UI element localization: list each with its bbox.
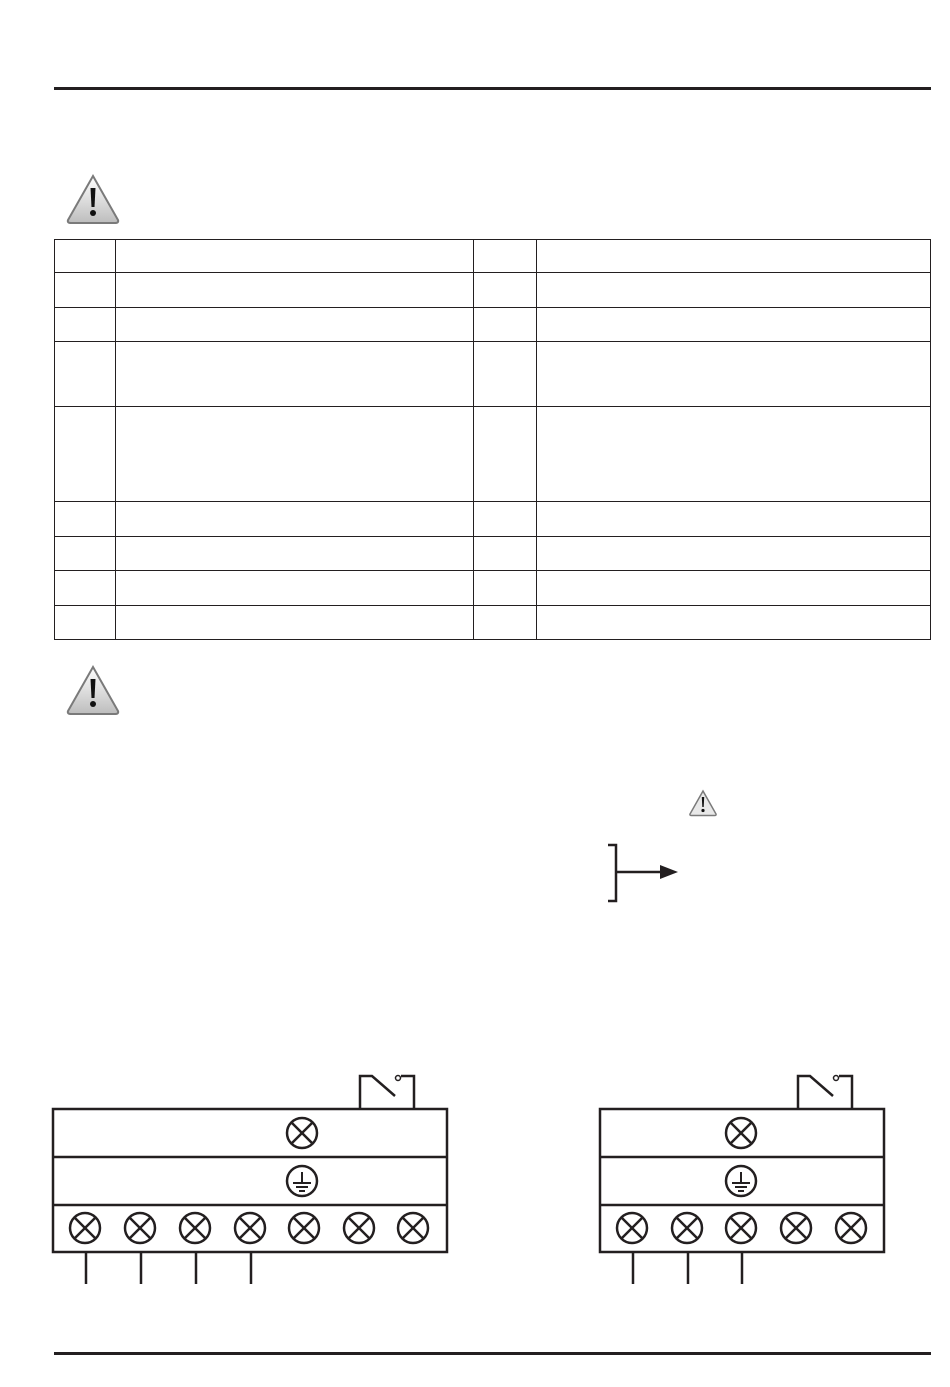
table-row — [55, 606, 931, 640]
table-row — [55, 571, 931, 606]
table-cell — [55, 240, 116, 273]
table-cell — [116, 273, 474, 308]
left-terminal-block — [53, 1076, 447, 1285]
table-cell — [116, 502, 474, 537]
table-cell — [55, 342, 116, 407]
table-cell — [116, 537, 474, 571]
table-cell — [55, 606, 116, 640]
table-cell — [116, 606, 474, 640]
warning-triangle-small-icon — [688, 789, 718, 817]
table-cell — [474, 273, 537, 308]
table-cell — [537, 537, 931, 571]
warning-triangle-icon — [64, 663, 122, 717]
switch-icon — [798, 1076, 852, 1109]
table-cell — [537, 606, 931, 640]
table-cell — [55, 571, 116, 606]
header-rule — [54, 87, 931, 90]
table-row — [55, 342, 931, 407]
table-row — [55, 502, 931, 537]
table-cell — [474, 240, 537, 273]
table-cell — [55, 407, 116, 502]
table-cell — [537, 240, 931, 273]
table-cell — [116, 240, 474, 273]
table-cell — [55, 273, 116, 308]
spec-table — [54, 239, 931, 640]
table-cell — [537, 571, 931, 606]
table-cell — [474, 571, 537, 606]
table-row — [55, 273, 931, 308]
table-cell — [116, 342, 474, 407]
warning-triangle-icon — [64, 172, 122, 226]
switch-icon — [360, 1076, 414, 1109]
table-cell — [474, 606, 537, 640]
table-row — [55, 407, 931, 502]
table-cell — [116, 407, 474, 502]
table-cell — [537, 502, 931, 537]
table-cell — [474, 502, 537, 537]
table-cell — [537, 342, 931, 407]
table-cell — [474, 308, 537, 342]
table-cell — [116, 571, 474, 606]
table-cell — [537, 407, 931, 502]
table-row — [55, 308, 931, 342]
terminal-x-icon — [287, 1118, 317, 1148]
table-cell — [537, 308, 931, 342]
table-cell — [55, 537, 116, 571]
table-cell — [474, 537, 537, 571]
terminal-x-icon — [726, 1118, 756, 1148]
table-cell — [474, 342, 537, 407]
right-terminal-block — [600, 1076, 884, 1285]
table-row — [55, 240, 931, 273]
table-row — [55, 537, 931, 571]
table-cell — [55, 502, 116, 537]
table-cell — [537, 273, 931, 308]
table-cell — [55, 308, 116, 342]
footer-rule — [54, 1352, 931, 1355]
table-cell — [474, 407, 537, 502]
ground-icon — [726, 1166, 756, 1196]
table-cell — [116, 308, 474, 342]
ground-icon — [287, 1166, 317, 1196]
